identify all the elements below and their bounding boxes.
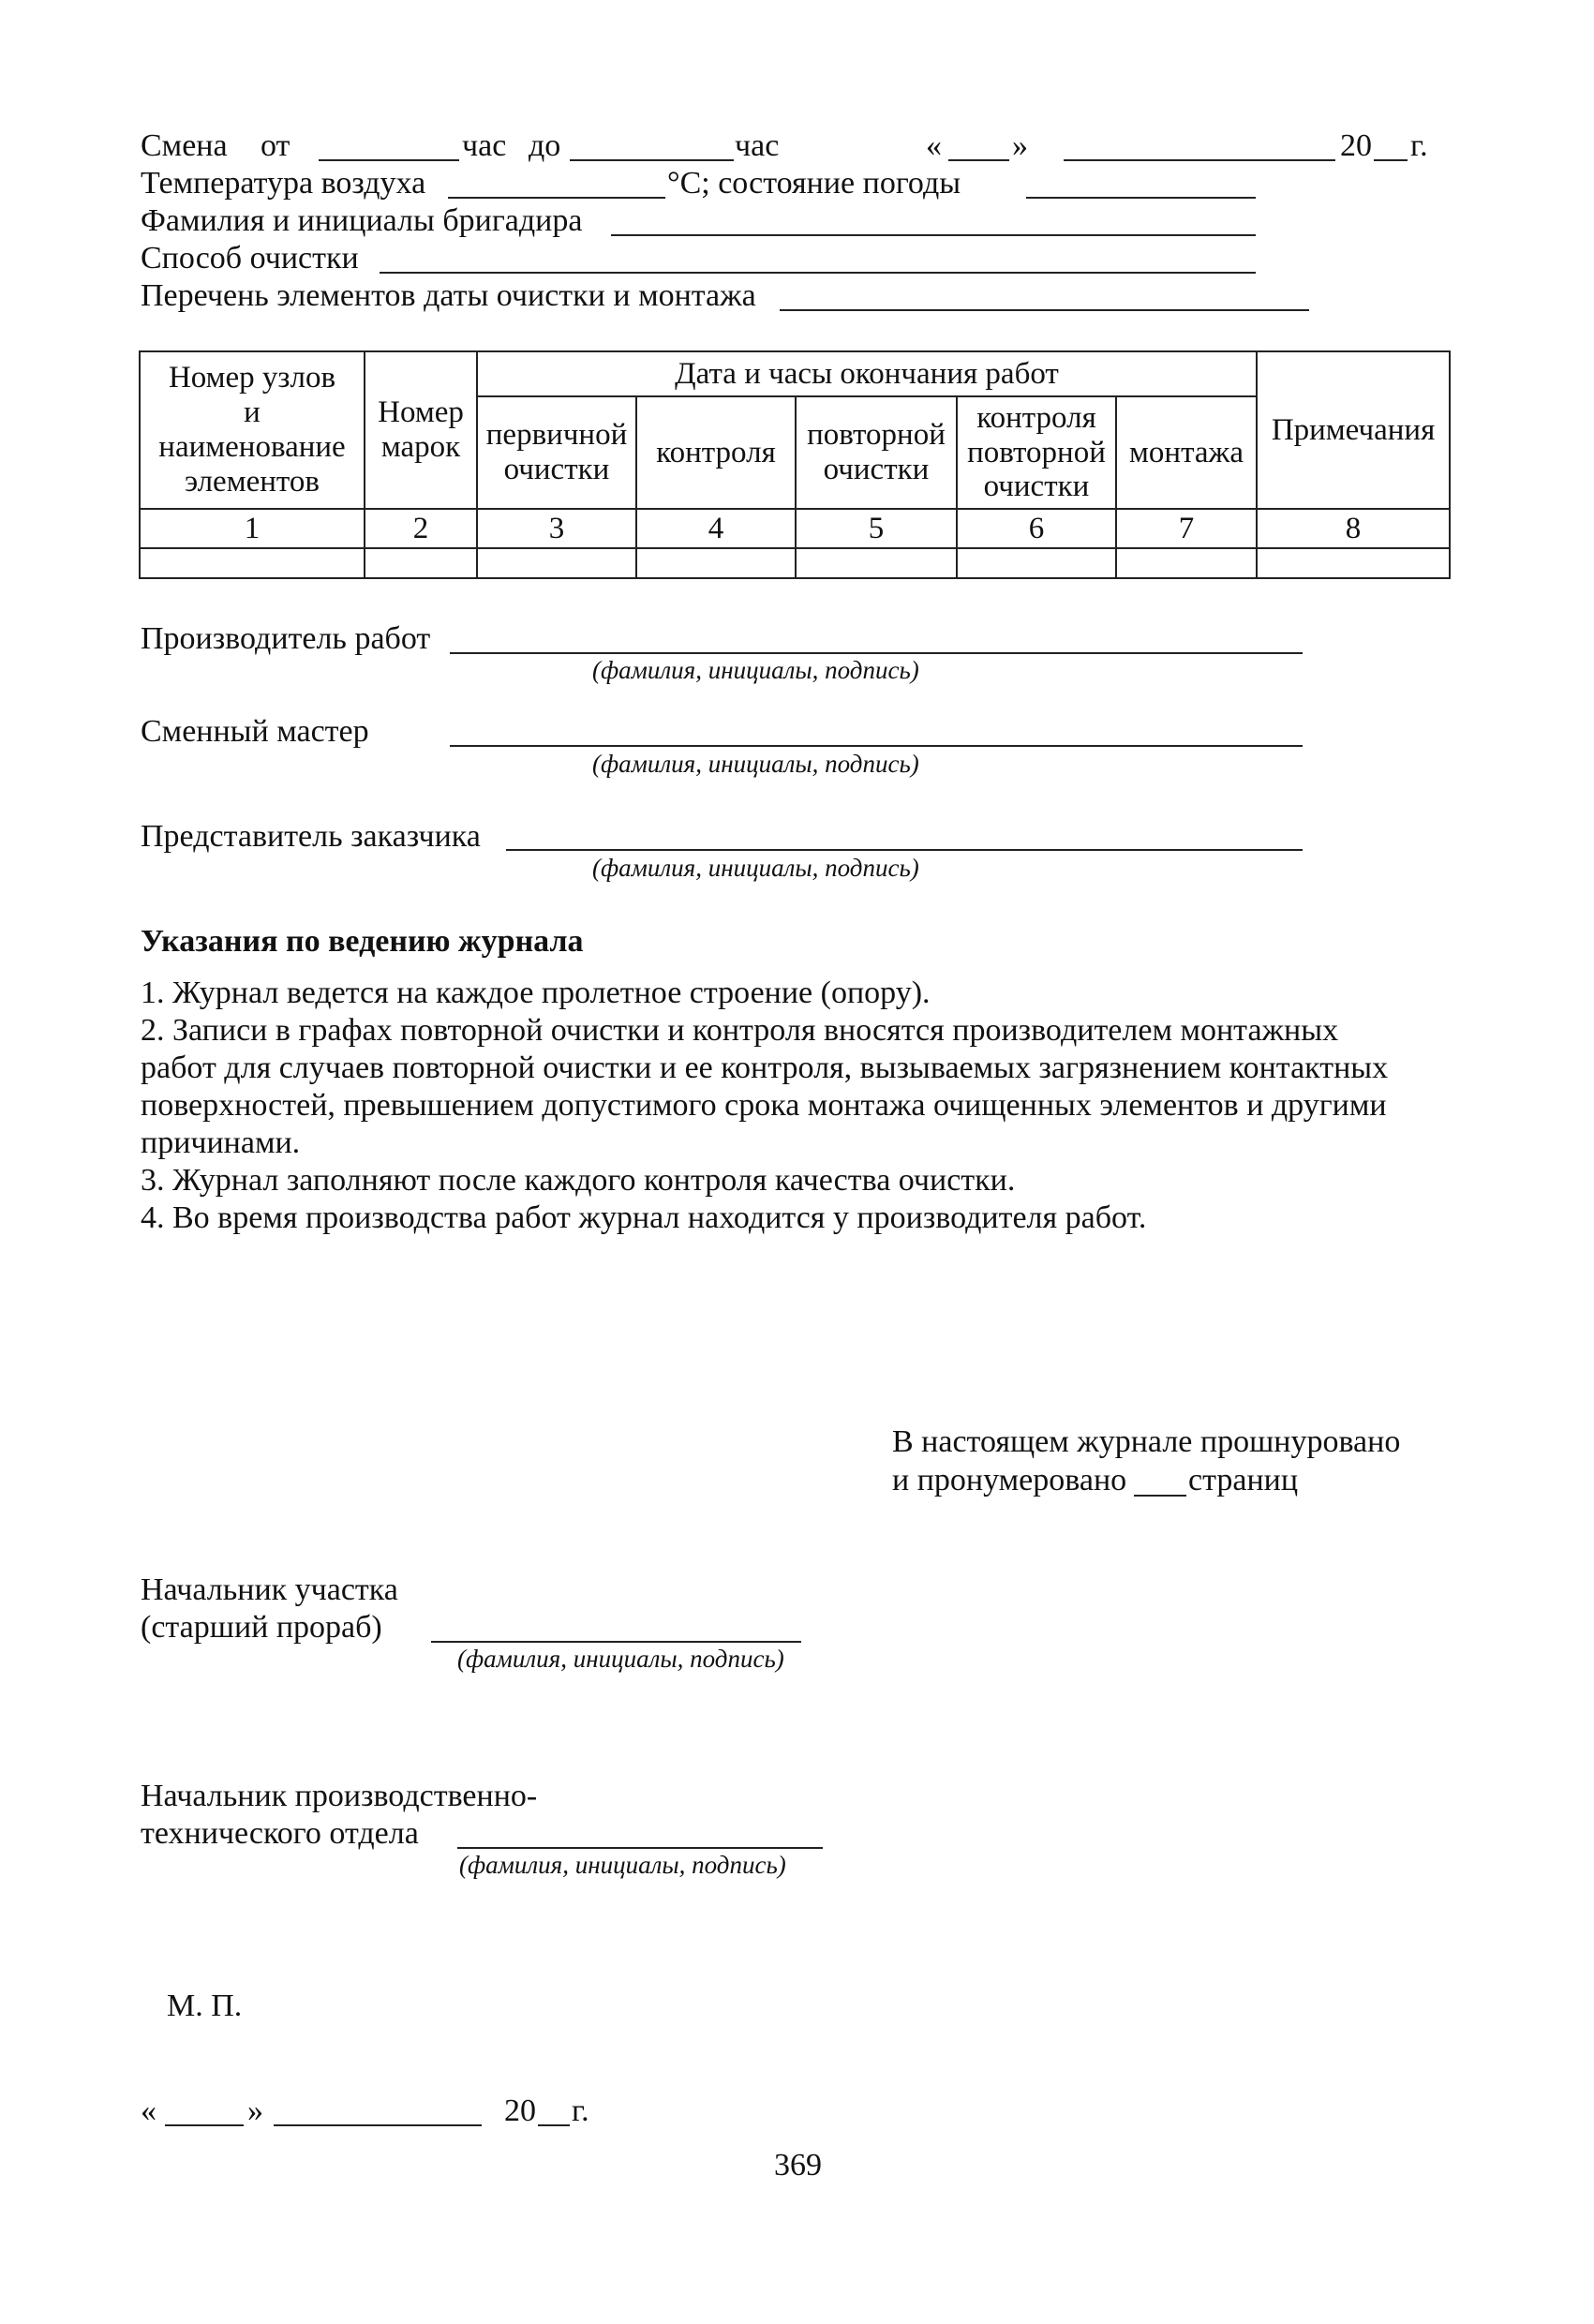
table-cell[interactable] — [957, 548, 1116, 578]
column-number: 4 — [636, 509, 796, 548]
list-item: причинами. — [141, 1125, 301, 1160]
customer-rep-caption: (фамилия, инициалы, подпись) — [592, 854, 919, 882]
col-header-dates-group: Дата и часы окончания работ — [477, 351, 1257, 396]
tech-chief-line1: Начальник производственно- — [141, 1779, 538, 1813]
air-temp-field[interactable] — [448, 197, 665, 199]
hour-label-1: час — [462, 128, 507, 163]
footer-quote-open: « — [141, 2093, 156, 2128]
customer-rep-signature-field[interactable] — [506, 849, 1303, 851]
from-label: от — [261, 128, 290, 163]
journal-table — [139, 350, 1451, 579]
site-chief-signature-field[interactable] — [431, 1641, 801, 1643]
to-label: до — [529, 128, 561, 163]
binding-note-line2b: страниц — [1188, 1463, 1299, 1497]
footer-quote-close: » — [247, 2093, 263, 2128]
list-item: 2. Записи в графах повторной очистки и контроля вносятся производителем монтажных — [141, 1013, 1339, 1048]
customer-rep-label: Представитель заказчика — [141, 819, 481, 854]
footer-month-field[interactable] — [274, 2124, 482, 2126]
site-chief-line1: Начальник участка — [141, 1572, 398, 1607]
date-quote-close: » — [1012, 128, 1028, 163]
list-item: 4. Во время производства работ журнал находится у производителя работ. — [141, 1200, 1147, 1235]
col-header-repeat-control: контроля повторной очистки — [957, 396, 1116, 509]
list-item: работ для случаев повторной очистки и ее контроля, вызываемых загрязнением контактных — [141, 1050, 1389, 1085]
binding-note-line2a: и пронумеровано — [892, 1463, 1127, 1497]
instructions-title: Указания по ведению журнала — [141, 924, 584, 959]
table-cell[interactable] — [796, 548, 957, 578]
column-number: 1 — [140, 509, 365, 548]
table-cell[interactable] — [1116, 548, 1257, 578]
col-header-marks: Номер марок — [365, 351, 477, 509]
producer-caption: (фамилия, инициалы, подпись) — [592, 656, 919, 684]
column-number: 8 — [1257, 509, 1450, 548]
col-header-elements: Номер узлов и наименование элементов — [140, 351, 365, 509]
list-item: 1. Журнал ведется на каждое пролетное строение (опору). — [141, 976, 931, 1010]
date-year-field[interactable] — [1374, 159, 1408, 161]
table-cell[interactable] — [636, 548, 796, 578]
cleaning-method-field[interactable] — [380, 272, 1256, 274]
site-chief-line2: (старший прораб) — [141, 1610, 382, 1645]
hour-label-2: час — [735, 128, 780, 163]
shift-from-field[interactable] — [319, 159, 459, 161]
col-header-notes: Примечания — [1257, 351, 1450, 509]
date-month-field[interactable] — [1064, 159, 1335, 161]
tech-chief-caption: (фамилия, инициалы, подпись) — [459, 1851, 786, 1879]
table-cell[interactable] — [140, 548, 365, 578]
shift-master-label: Сменный мастер — [141, 714, 369, 749]
column-number: 5 — [796, 509, 957, 548]
list-item: поверхностей, превышением допустимого срока монтажа очищенных элементов и другими — [141, 1088, 1387, 1123]
footer-year-field[interactable] — [538, 2124, 570, 2126]
stamp-placeholder: М. П. — [167, 1989, 243, 2023]
elements-list-label: Перечень элементов даты очистки и монтажа — [141, 278, 756, 313]
table-cell[interactable] — [365, 548, 477, 578]
weather-field[interactable] — [1026, 197, 1256, 199]
table-cell[interactable] — [1257, 548, 1450, 578]
foreman-label: Фамилия и инициалы бригадира — [141, 203, 583, 238]
elements-list-field[interactable] — [780, 309, 1309, 311]
shift-to-field[interactable] — [570, 159, 734, 161]
column-number: 7 — [1116, 509, 1257, 548]
col-header-mounting: монтажа — [1116, 396, 1257, 509]
foreman-field[interactable] — [611, 234, 1256, 236]
shift-master-caption: (фамилия, инициалы, подпись) — [592, 750, 919, 778]
date-year-prefix: 20 — [1340, 128, 1372, 163]
col-header-control: контроля — [636, 396, 796, 509]
page-number: 369 — [774, 2148, 822, 2182]
column-number: 3 — [477, 509, 636, 548]
cleaning-method-label: Способ очистки — [141, 241, 359, 276]
col-header-repeat-cleaning: повторной очистки — [796, 396, 957, 509]
instructions-list — [141, 975, 1388, 1237]
date-day-field[interactable] — [948, 159, 1009, 161]
shift-master-signature-field[interactable] — [450, 745, 1303, 747]
footer-year-prefix: 20 — [504, 2093, 536, 2128]
table-row-numbers — [140, 509, 1450, 548]
col-header-primary-cleaning: первичной очистки — [477, 396, 636, 509]
tech-chief-line2: технического отдела — [141, 1816, 419, 1851]
column-number: 2 — [365, 509, 477, 548]
table-row-empty — [140, 548, 1450, 578]
footer-day-field[interactable] — [165, 2124, 244, 2126]
producer-signature-field[interactable] — [450, 652, 1303, 654]
weather-label: °С; состояние погоды — [667, 166, 961, 201]
air-temp-label: Температура воздуха — [141, 166, 426, 201]
footer-year-suffix: г. — [572, 2093, 589, 2128]
site-chief-caption: (фамилия, инициалы, подпись) — [457, 1645, 784, 1673]
column-number: 6 — [957, 509, 1116, 548]
list-item: 3. Журнал заполняют после каждого контроля качества очистки. — [141, 1163, 1016, 1198]
date-year-suffix: г. — [1410, 128, 1428, 163]
table-cell[interactable] — [477, 548, 636, 578]
producer-label: Производитель работ — [141, 621, 431, 656]
binding-note-line1: В настоящем журнале прошнуровано — [892, 1424, 1401, 1459]
tech-chief-signature-field[interactable] — [457, 1847, 823, 1849]
date-quote-open: « — [926, 128, 942, 163]
page-count-field[interactable] — [1134, 1495, 1186, 1497]
shift-label: Смена — [141, 128, 228, 163]
